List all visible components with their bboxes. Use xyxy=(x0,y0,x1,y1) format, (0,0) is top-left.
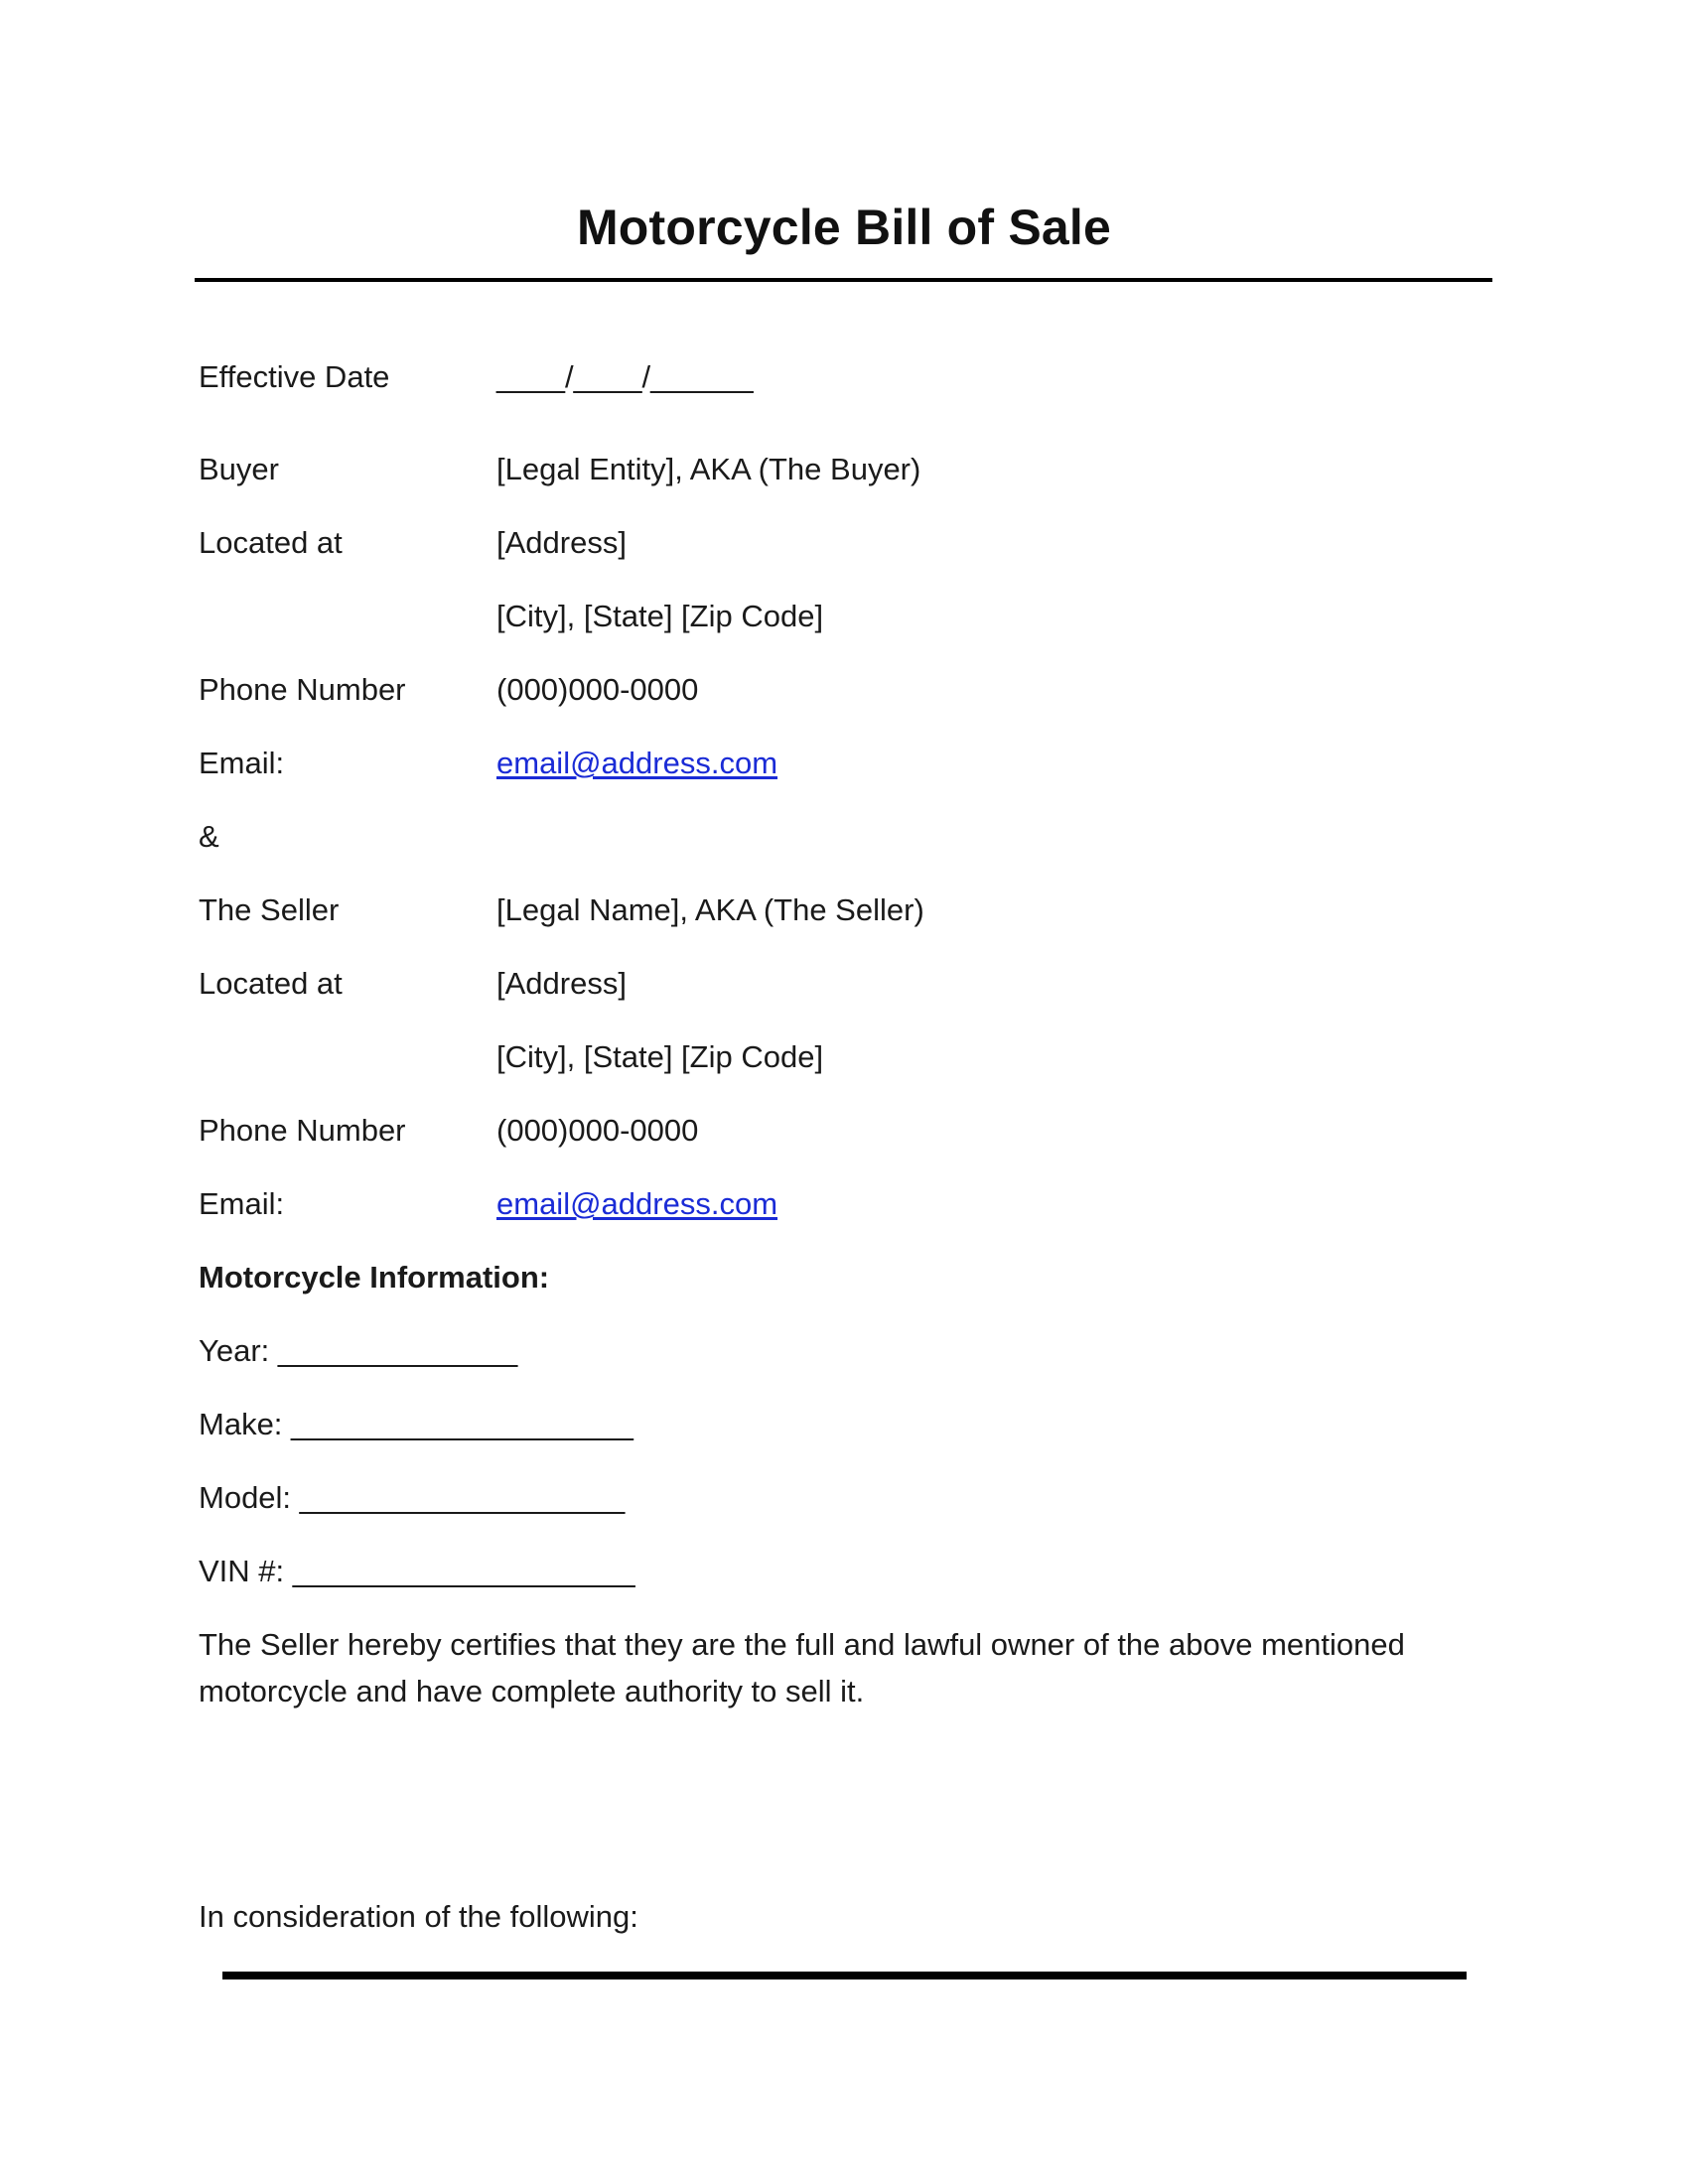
seller-located-label: Located at xyxy=(199,966,343,1001)
page-title: Motorcycle Bill of Sale xyxy=(576,200,1112,255)
seller-name-field[interactable]: [Legal Name], AKA (The Seller) xyxy=(496,892,924,927)
seller-email-link[interactable]: email@address.com xyxy=(496,1186,778,1221)
certification-paragraph: The Seller hereby certifies that they are the full and lawful owner of the above mentioned motorcycle and have complete authority to sell it. xyxy=(199,1627,1405,1708)
model-field[interactable]: Model: ___________________ xyxy=(199,1480,626,1515)
bottom-divider xyxy=(222,1972,1467,1979)
buyer-phone-field[interactable]: (000)000-0000 xyxy=(496,672,699,707)
seller-address-field[interactable]: [Address] xyxy=(496,966,627,1001)
seller-phone-label: Phone Number xyxy=(199,1113,406,1148)
make-field[interactable]: Make: ____________________ xyxy=(199,1407,633,1441)
buyer-email-link[interactable]: email@address.com xyxy=(496,746,778,780)
effective-date-label: Effective Date xyxy=(199,359,390,394)
buyer-phone-label: Phone Number xyxy=(199,672,406,707)
effective-date-field[interactable]: ____/____/______ xyxy=(496,359,754,394)
seller-phone-field[interactable]: (000)000-0000 xyxy=(496,1113,699,1148)
vin-field[interactable]: VIN #: ____________________ xyxy=(199,1554,635,1588)
consideration-text: In consideration of the following: xyxy=(199,1899,638,1934)
buyer-city-state-zip-field[interactable]: [City], [State] [Zip Code] xyxy=(496,599,824,633)
title-divider xyxy=(195,278,1492,282)
seller-email-label: Email: xyxy=(199,1186,285,1221)
seller-city-state-zip-field[interactable]: [City], [State] [Zip Code] xyxy=(496,1039,824,1074)
year-field[interactable]: Year: ______________ xyxy=(199,1333,518,1368)
motorcycle-info-heading: Motorcycle Information: xyxy=(199,1260,550,1295)
buyer-address-field[interactable]: [Address] xyxy=(496,525,627,560)
seller-label: The Seller xyxy=(199,892,340,927)
buyer-label: Buyer xyxy=(199,452,279,486)
buyer-name-field[interactable]: [Legal Entity], AKA (The Buyer) xyxy=(496,452,921,486)
ampersand-separator: & xyxy=(199,819,219,854)
buyer-email-label: Email: xyxy=(199,746,285,780)
buyer-located-label: Located at xyxy=(199,525,343,560)
